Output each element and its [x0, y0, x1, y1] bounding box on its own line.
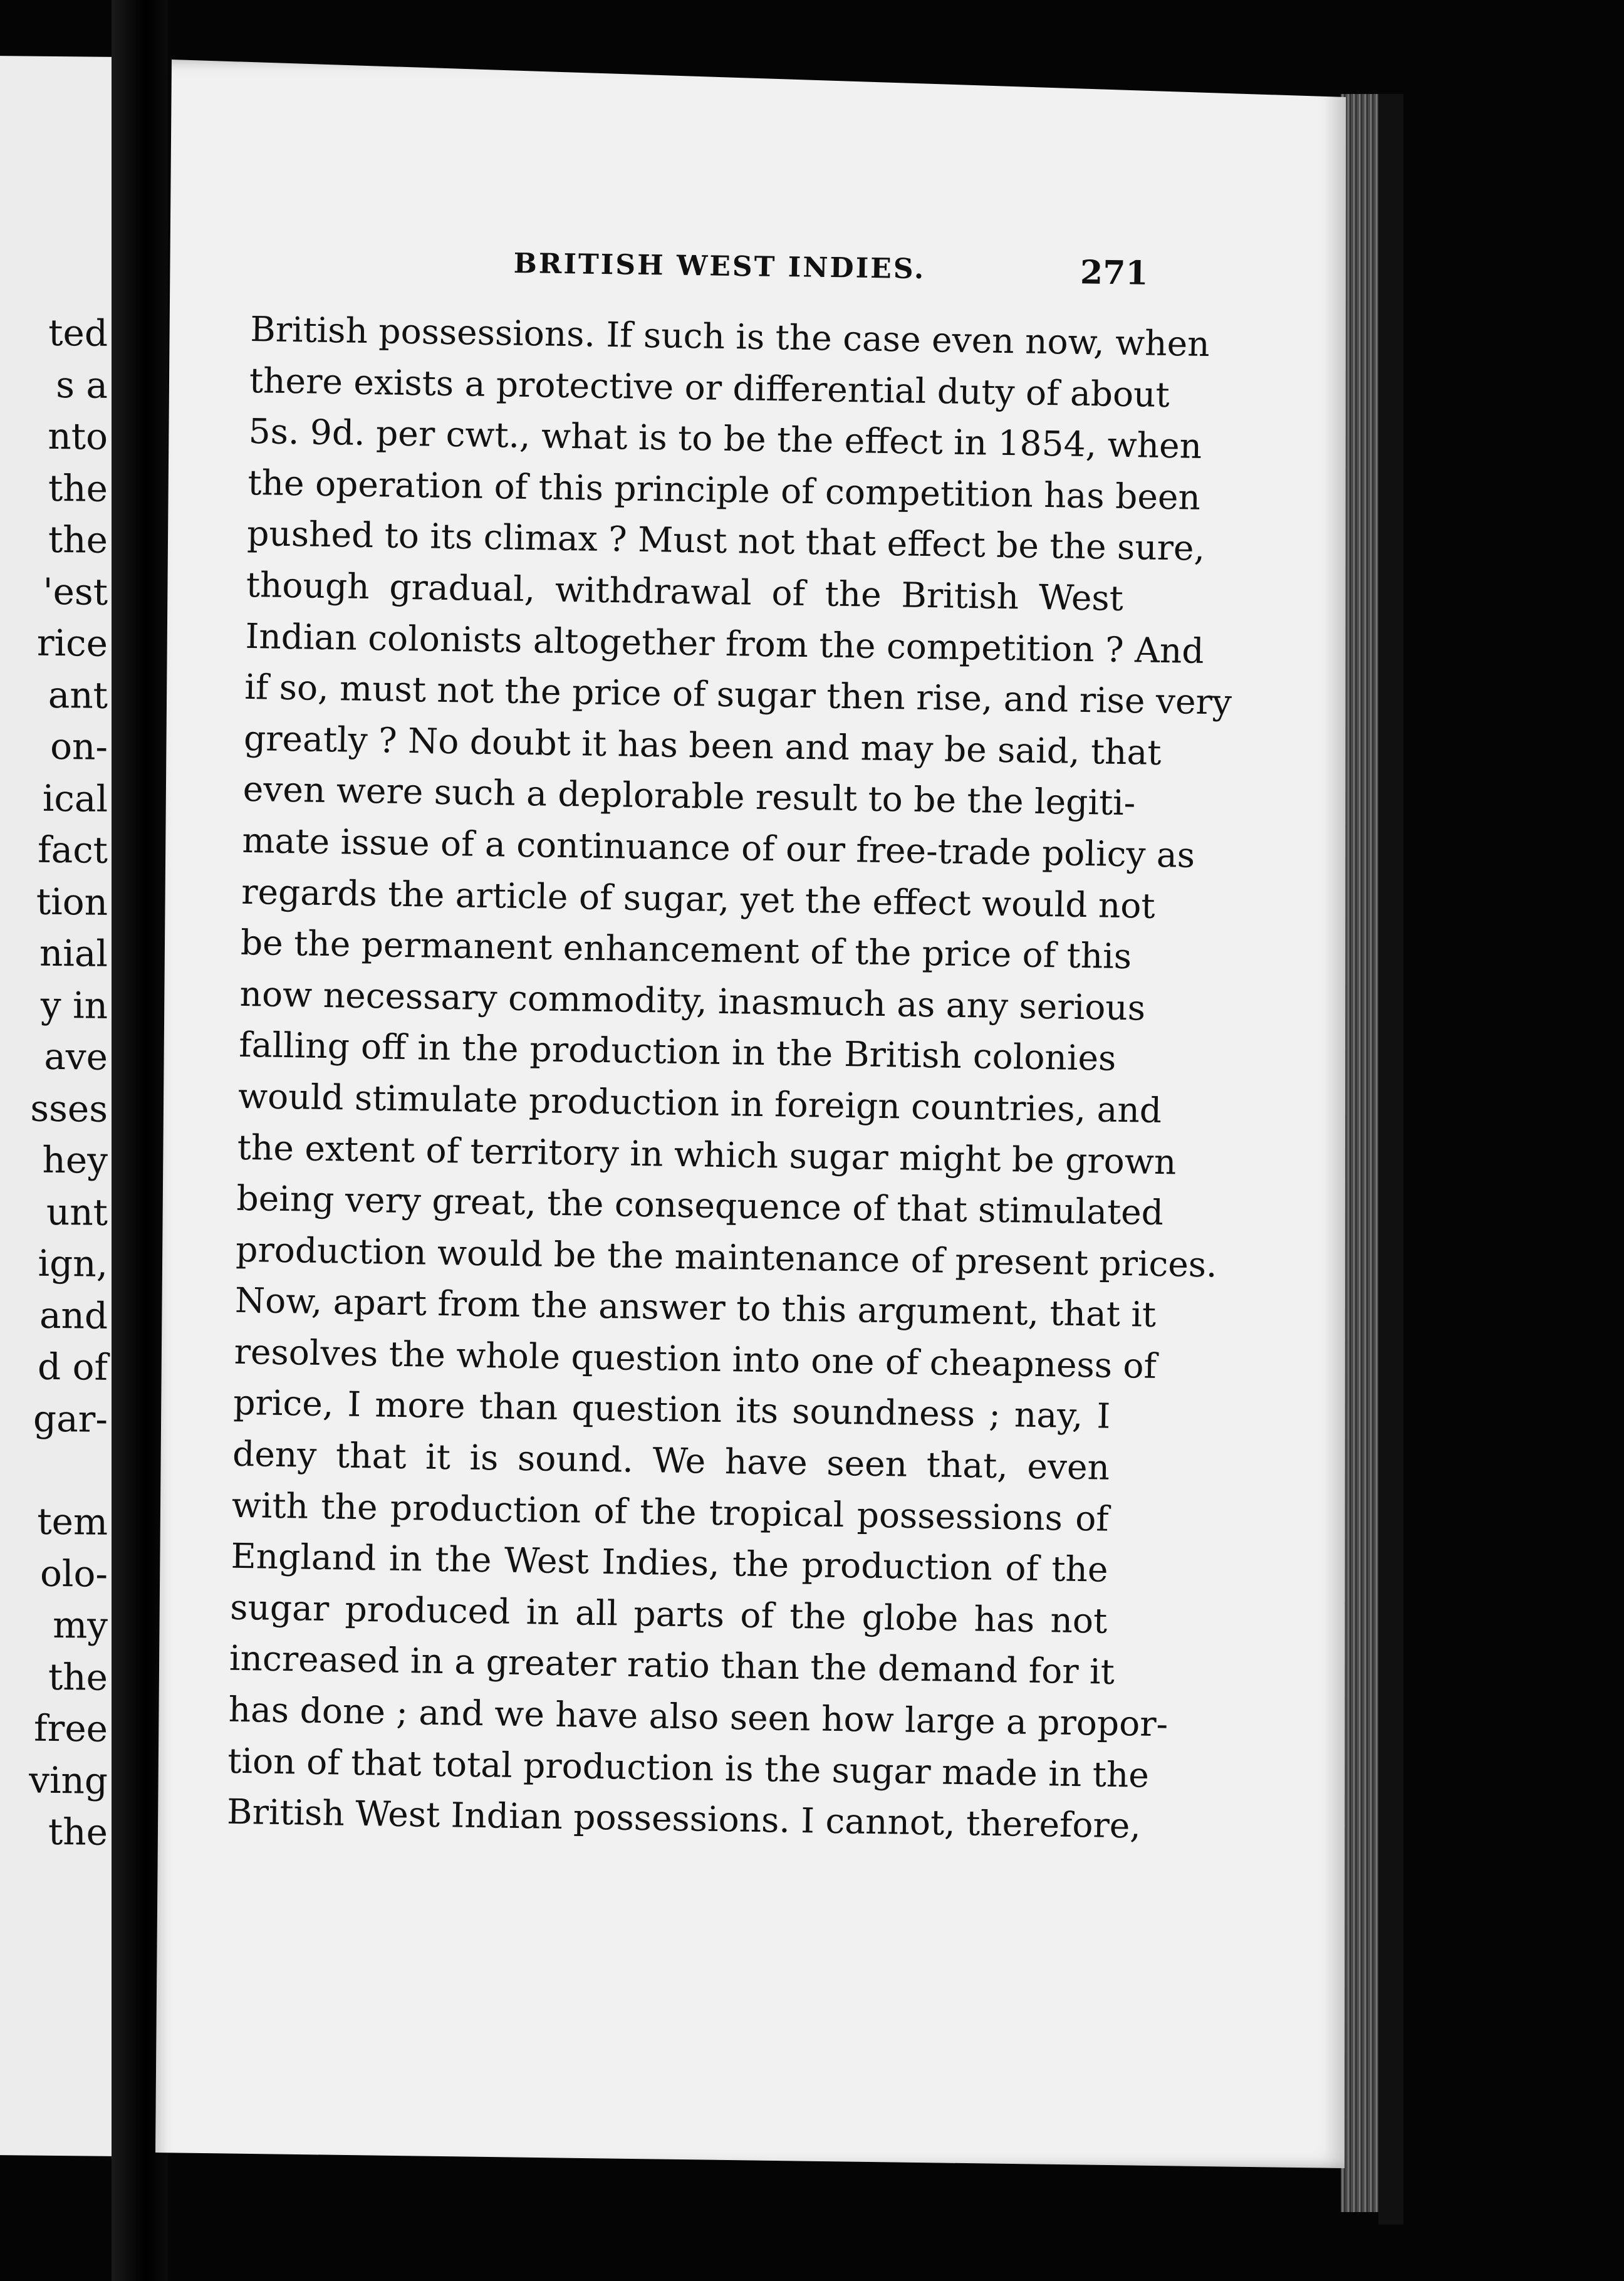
text-line: England in the West Indies, the production of the — [231, 1536, 1108, 1590]
left-fragment-line: the — [48, 466, 108, 510]
text-line: mate issue of a continuance of our free-trade policy as — [242, 820, 1195, 875]
running-head: BRITISH WEST INDIES. — [513, 248, 926, 286]
text-line: even were such a deplorable result to be the legiti- — [242, 769, 1136, 823]
page-number: 271 — [1080, 253, 1148, 293]
text-line: deny that it is sound. We have seen that, even — [232, 1433, 1110, 1488]
left-page-text — [29, 307, 108, 1859]
text-line: though gradual, withdrawal of the British West — [246, 564, 1124, 619]
text-line: Now, apart from the answer to this argument, that it — [234, 1280, 1157, 1335]
text-line: Indian colonists altogether from the competition ? And — [245, 615, 1205, 671]
text-line: pushed to its climax ? Must not that effect be the sure, — [246, 513, 1205, 569]
left-fragment-line: on- — [50, 724, 108, 768]
page-edges-shadow — [1378, 94, 1403, 2225]
text-line: falling off in the production in the British colonies — [238, 1025, 1116, 1079]
left-fragment-line: gar- — [33, 1397, 108, 1441]
text-line: price, I more than question its soundness ; nay, I — [232, 1382, 1111, 1437]
text-line: would stimulate production in foreign countries, and — [237, 1075, 1162, 1130]
text-line: if so, must not the price of sugar then rise, and rise very — [244, 667, 1232, 723]
text-line: increased in a greater ratio than the demand for it — [229, 1638, 1115, 1693]
text-line: has done ; and we have also seen how large a propor- — [228, 1689, 1169, 1745]
left-fragment-line: the — [48, 1810, 108, 1854]
text-line: resolves the whole question into one of cheapness of — [234, 1331, 1157, 1386]
left-fragment-line: ant — [48, 673, 108, 717]
left-fragment-line: fact — [38, 828, 108, 872]
left-fragment-line: ave — [44, 1035, 108, 1078]
text-line: sugar produced in all parts of the globe has not — [229, 1587, 1108, 1641]
left-fragment-line: unt — [46, 1190, 108, 1234]
left-fragment-line: s a — [56, 363, 108, 407]
left-fragment-line: 'est — [43, 570, 108, 613]
text-line: greatly ? No doubt it has been and may be said, that — [243, 718, 1162, 773]
left-fragment-line: d of — [38, 1345, 108, 1389]
left-fragment-line: hey — [42, 1138, 108, 1182]
left-fragment-line: olo- — [40, 1552, 108, 1595]
left-fragment-line: my — [53, 1603, 108, 1647]
left-fragment-line: ign, — [38, 1241, 108, 1285]
text-line: tion of that total production is the sugar made in the — [227, 1740, 1150, 1795]
left-page-fragment — [0, 56, 112, 2156]
body-text — [226, 304, 1232, 1852]
left-fragment-line: free — [34, 1706, 108, 1750]
left-fragment-line: tem — [37, 1500, 108, 1543]
left-fragment-line: rice — [36, 621, 108, 665]
text-line: regards the article of sugar, yet the effect would not — [241, 871, 1156, 926]
left-fragment-line: nto — [48, 414, 108, 458]
text-line: production would be the maintenance of present prices. — [235, 1229, 1218, 1285]
text-line: the operation of this principle of competition has been — [247, 462, 1201, 518]
left-fragment-line: nial — [39, 931, 108, 975]
text-line: be the permanent enhancement of the price of this — [240, 922, 1132, 977]
left-fragment-line: y in — [40, 983, 108, 1027]
left-fragment-line: the — [48, 1655, 108, 1699]
text-line: with the production of the tropical possessions of — [231, 1485, 1110, 1539]
left-fragment-line: ted — [48, 311, 108, 355]
text-line: there exists a protective or differential duty of about — [249, 360, 1170, 415]
text-line: being very great, the consequence of that stimulated — [236, 1177, 1164, 1233]
text-line: British West Indian possessions. I cannot, therefore, — [226, 1791, 1142, 1846]
left-fragment-line: and — [39, 1293, 108, 1337]
text-line: British possessions. If such is the case even now, when — [249, 308, 1210, 365]
text-line: now necessary commodity, inasmuch as any serious — [239, 973, 1146, 1028]
left-fragment-line: tion — [36, 880, 108, 924]
left-fragment-line: ical — [42, 776, 108, 820]
left-fragment-line — [29, 1444, 108, 1496]
left-fragment-line: sses — [30, 1087, 108, 1130]
text-line: 5s. 9d. per cwt., what is to be the effect in 1854, when — [248, 411, 1202, 467]
left-fragment-line: the — [48, 518, 108, 561]
text-line: the extent of territory in which sugar might be grown — [237, 1127, 1177, 1182]
left-fragment-line: ving — [29, 1758, 108, 1802]
